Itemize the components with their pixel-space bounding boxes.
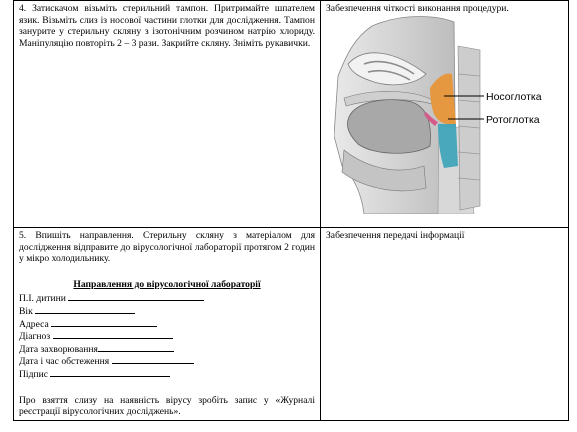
step-5-cell	[14, 228, 321, 421]
journal-note: Про взяття слизу на наявність вірусу зробіть запис у «Журналі реєстрації вірусологічних досліджень».	[19, 394, 315, 418]
oropharynx-label: Ротоглотка	[486, 114, 540, 126]
underline	[50, 368, 170, 377]
underline	[35, 305, 135, 314]
field-signature: Підпис	[19, 368, 315, 381]
purpose-cell-2	[321, 228, 569, 421]
step-4-cell	[14, 1, 321, 228]
underline	[53, 330, 173, 339]
form-title: Направлення до вірусологічної лабораторії	[73, 278, 261, 290]
field-diagnosis: Діагноз	[19, 330, 315, 343]
field-address: Адреса	[19, 318, 315, 331]
field-child-name: П.І. дитини	[19, 292, 315, 305]
tongue	[347, 100, 430, 154]
table-row	[14, 228, 569, 421]
purpose-text-1: Забезпечення чіткості виконання процедури.	[326, 3, 509, 14]
pharynx-anatomy-figure	[334, 16, 566, 214]
field-age: Вік	[19, 305, 315, 318]
field-exam-datetime: Дата і час обстеження	[19, 355, 315, 368]
underline	[112, 355, 194, 364]
step-5-text: 5. Впишіть направлення. Стерильну скляну з матеріалом для дослідження відправите до вірусологічної лабораторії протягом 2 годин у мікро холодильнику.	[19, 230, 315, 265]
underline	[98, 343, 174, 352]
nasopharynx-label: Носоглотка	[486, 91, 542, 103]
underline	[68, 292, 204, 301]
purpose-text-2: Забезпечення передачі інформації	[326, 230, 465, 241]
underline	[51, 318, 157, 327]
field-disease-date: Дата захворювання	[19, 343, 315, 356]
step-4-text: 4. Затискачом візьміть стерильний тампон. Притримайте шпателем язик. Візьміть слиз із носової частини глотки для дослідження. Тампон занурите у стерильну скляну з ізотонічним розчином натрію хлориду. Маніпуляцію повторіть 2 – 3 рази. Закрийте скляну. Зніміть рукавички.	[19, 3, 315, 49]
